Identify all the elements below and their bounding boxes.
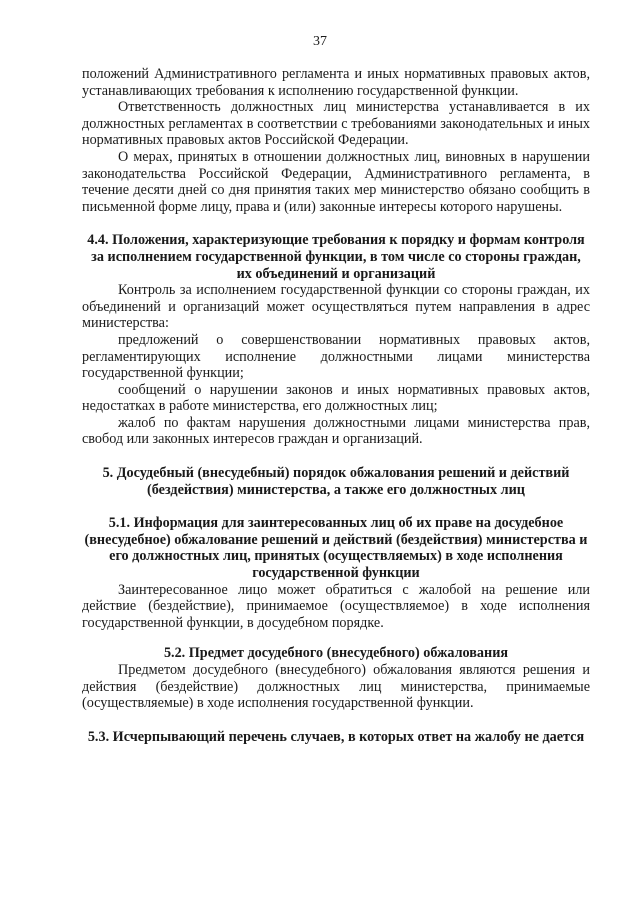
paragraph-proposals: предложений о совершенствовании нормативных правовых актов, регламентирующих исполнение должностными лицами министерства государственной функции; [82,331,590,382]
heading-section-5-1: 5.1. Информация для заинтересованных лиц об их праве на досудебное (внесудебное) обжалование решений и действий (бездействия) министерства и его должностных лиц, принятых (осуществляемых) в ходе исполнения государственной функции [84,515,588,582]
heading-section-5-3: 5.3. Исчерпывающий перечень случаев, в которых ответ на жалобу не дается [87,728,585,745]
paragraph-citizen-control: Контроль за исполнением государственной функции со стороны граждан, их объединений и организаций может осуществляться путем направления в адрес министерства: [82,282,590,332]
paragraph-reports: сообщений о нарушении законов и иных нормативных правовых актов, недостатках в работе министерства, его должностных лиц; [82,381,590,415]
document-body [82,66,590,745]
paragraph-complaints: жалоб по фактам нарушения должностными лицами министерства прав, свобод или законных интересов граждан и организаций. [82,414,590,448]
heading-section-5-2: 5.2. Предмет досудебного (внесудебного) обжалования [163,645,509,662]
paragraph-measures-taken: О мерах, принятых в отношении должностных лиц, виновных в нарушении законодательства Российской Федерации, Административного регламента, в течение десяти дней со дня принятия таких мер министерство обязано сообщить в письменной форме лицу, права и (или) законные интересы которого нарушены. [82,148,590,215]
paragraph-right-to-appeal: Заинтересованное лицо может обратиться с жалобой на решение или действие (бездействие), принимаемое (осуществляемое) в ходе исполнения государственной функции, в досудебном порядке. [82,581,590,631]
heading-section-5: 5. Досудебный (внесудебный) порядок обжалования решений и действий (бездействия) министерства, а также его должностных лиц [102,465,570,498]
paragraph-appeal-subject: Предметом досудебного (внесудебного) обжалования являются решения и действия (бездействие) должностных лиц министерства, принимаемые (осуществляемые) в ходе исполнения государственной функции. [82,662,590,712]
paragraph-official-responsibility: Ответственность должностных лиц министерства устанавливается в их должностных регламентах в соответствии с требованиями законодательных и иных нормативных правовых актов Российской Федерации. [82,99,590,149]
heading-section-4-4: 4.4. Положения, характеризующие требования к порядку и формам контроля за исполнением государственной функции, в том числе со стороны граждан, их объединений и организаций [87,232,585,282]
paragraph-regulation-provisions: положений Административного регламента и иных нормативных правовых актов, устанавливающих требования к исполнению государственной функции. [82,66,590,99]
page-number: 37 [313,34,327,49]
